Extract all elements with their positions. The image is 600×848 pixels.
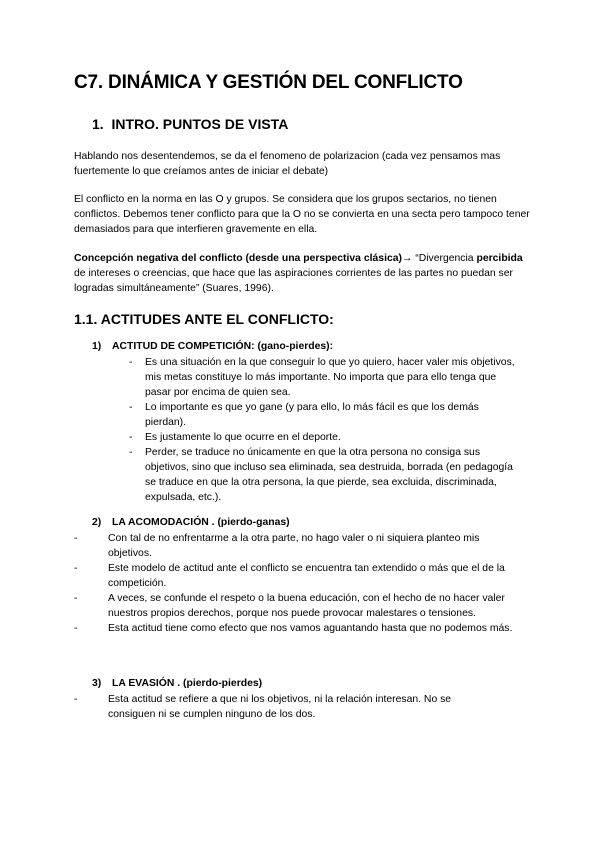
item-2-title: LA ACOMODACIÓN . (pierdo-ganas): [112, 517, 290, 528]
list-item: - Esta actitud se refiere a que ni los objetivos, ni la relación interesan. No se consiguen ni se cumplen ninguno de los dos.: [74, 694, 452, 720]
item-1-number: 1): [92, 341, 102, 352]
section-1-1-heading: 1.1. ACTITUDES ANTE EL CONFLICTO:: [74, 311, 334, 327]
percibida-bold: percibida: [476, 253, 523, 264]
list-item: - Este modelo de actitud ante el conflicto se encuentra tan extendido o más que el de la competición.: [74, 563, 505, 589]
paragraph-conflicto-norma: El conflicto en la norma en las O y grupos. Se considera que los grupos sectarios, no tienen conflictos. Debemos tener conflicto para que la O no se convierta en una secta pero tampoco tener demasiados para que interfieren gravemente en ella.: [74, 194, 530, 235]
item-1-bullet-list: [129, 355, 515, 505]
concepcion-rest: de intereses o creencias, que hace que las aspiraciones corrientes de las partes no puedan ser logradas simultáneamente” (Suares, 1996).: [74, 268, 513, 294]
list-item: - A veces, se confunde el respeto o la buena educación, con el hecho de no hacer valer nuestros propios derechos, porque nos puede provocar malestares o tensiones.: [74, 593, 505, 619]
paragraph-polarizacion: Hablando nos desentendemos, se da el fenomeno de polarizacion (cada vez pensamos mas fuertemente lo que creíamos antes de iniciar el debate): [74, 151, 501, 177]
item-3-number: 3): [92, 678, 102, 689]
section-1-heading: [92, 116, 288, 132]
item-1-heading: [92, 341, 333, 352]
list-item: - Esta actitud tiene como efecto que nos vamos aguantando hasta que no podemos más.: [74, 623, 513, 634]
item-3-bullet-list: [74, 692, 488, 722]
list-item: - Lo importante es que yo gane (y para ello, lo más fácil es que los demás pierdan).: [129, 402, 479, 428]
concepcion-arrow: → “Divergencia: [401, 253, 477, 264]
item-2-number: 2): [92, 517, 102, 528]
section-1-title: INTRO. PUNTOS DE VISTA: [111, 116, 289, 132]
list-item: - Es una situación en la que conseguir lo que yo quiero, hacer valer mis objetivos, mis metas constituye lo más importante. No importa que para ello tenga que pasar por encima de quien sea.: [129, 357, 515, 398]
item-1-title: ACTITUD DE COMPETICIÓN: (gano-pierdes):: [112, 341, 334, 352]
section-1-number: 1.: [92, 116, 104, 132]
item-2-heading: [92, 517, 290, 528]
item-2-bullet-list: [74, 531, 518, 636]
concepcion-bold: Concepción negativa del conflicto (desde una perspectiva clásica): [74, 253, 402, 264]
document-title: C7. DINÁMICA Y GESTIÓN DEL CONFLICTO: [74, 72, 463, 93]
list-item: - Con tal de no enfrentarme a la otra parte, no hago valer o ni siquiera planteo mis objetivos.: [74, 533, 480, 559]
paragraph-concepcion: [74, 251, 534, 296]
item-3-heading: [92, 678, 262, 689]
list-item: - Es justamente lo que ocurre en el deporte.: [129, 432, 341, 443]
list-item: - Perder, se traduce no únicamente en que la otra persona no consiga sus objetivos, sino que incluso sea eliminada, sea destruida, borrada (en pedagogía se traduce en que la otra persona, la que pierde, sea excluida, discriminada, expulsada, etc.).: [129, 447, 513, 503]
item-3-title: LA EVASIÓN . (pierdo-pierdes): [112, 678, 263, 689]
